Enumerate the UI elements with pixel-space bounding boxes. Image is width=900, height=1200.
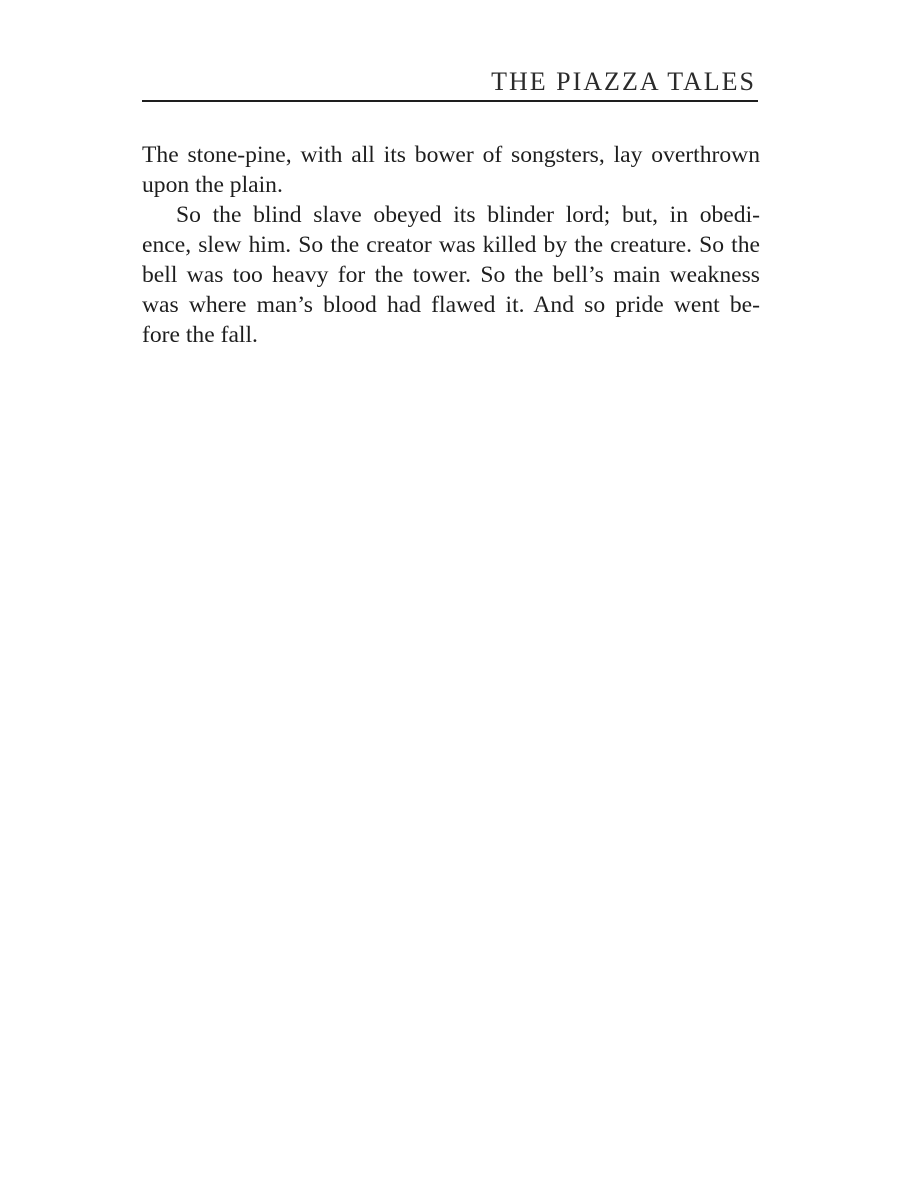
text-line: ence, slew him. So the creator was killed by the creature. So the [142, 232, 760, 258]
text-line: was where man’s blood had flawed it. And so pride went be- [142, 292, 760, 318]
paragraph [142, 140, 760, 200]
paragraph [142, 200, 760, 350]
body-text [142, 140, 760, 350]
text-line: So the blind slave obeyed its blinder lord; but, in obedi- [176, 202, 760, 228]
running-head: THE PIAZZA TALES [491, 67, 756, 96]
text-line: upon the plain. [142, 172, 283, 198]
text-line: bell was too heavy for the tower. So the bell’s main weakness [142, 262, 760, 288]
header-rule [142, 100, 758, 102]
text-line: fore the fall. [142, 322, 258, 348]
text-line: The stone-pine, with all its bower of songsters, lay overthrown [142, 142, 760, 168]
